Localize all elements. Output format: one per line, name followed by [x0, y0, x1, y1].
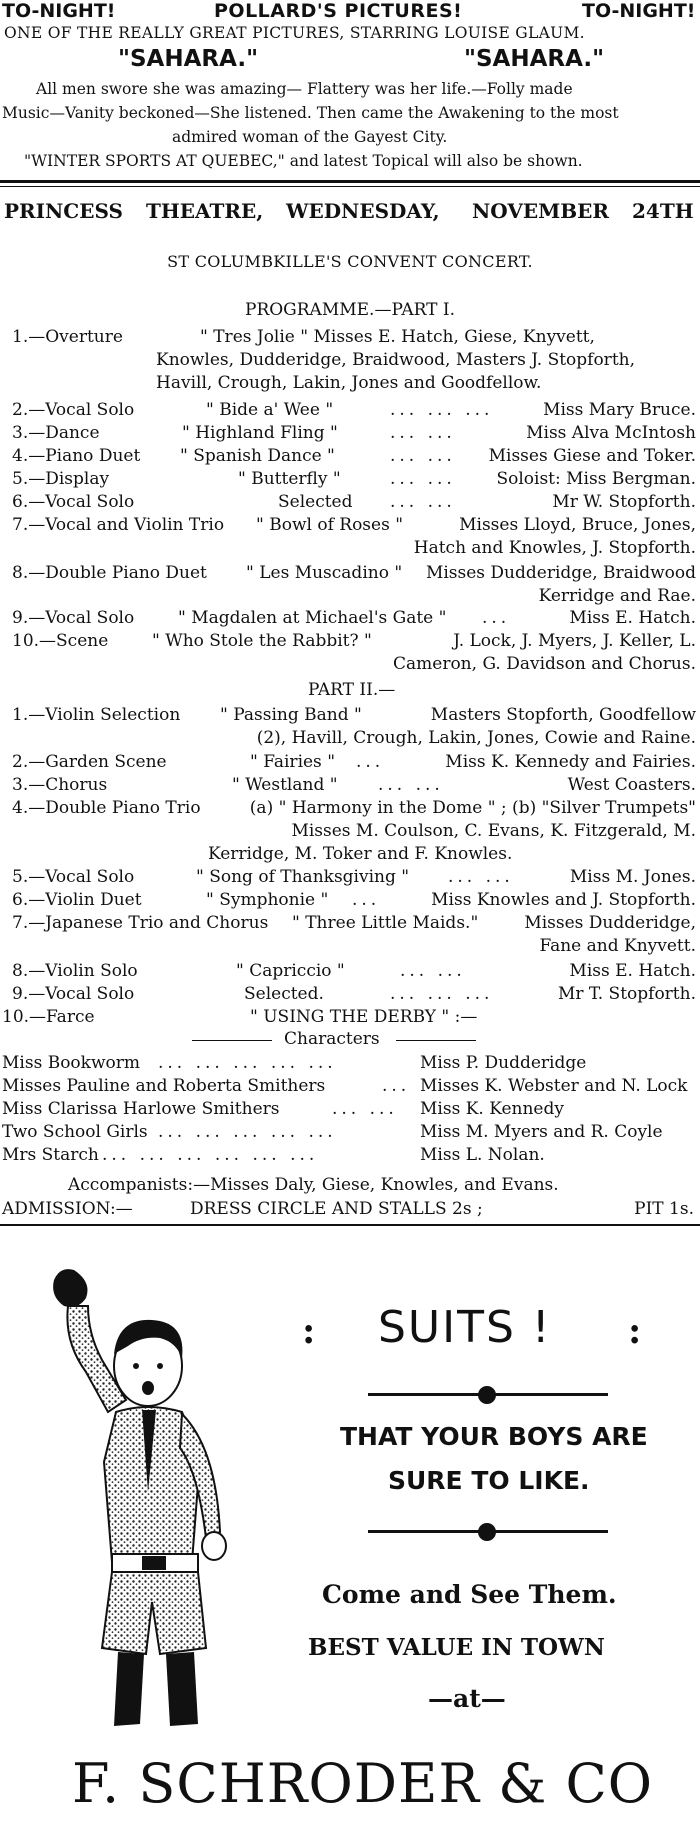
item-number: 4.—Piano Duet: [12, 446, 141, 466]
item-dots: ...: [356, 752, 385, 772]
tonight-left: TO-NIGHT!: [2, 0, 116, 22]
concert-title: ST COLUMBKILLE'S CONVENT CONCERT.: [167, 252, 533, 271]
item-title: " Butterfly ": [238, 469, 341, 489]
divider-rule: [0, 180, 700, 183]
p2-item7-line-1: Misses Dudderidge,: [524, 913, 696, 933]
tagline-line-2: SURE TO LIKE.: [388, 1466, 590, 1495]
item-title: " Song of Thanksgiving ": [196, 867, 410, 887]
item-dots: ... ...: [390, 469, 456, 489]
accompanists: Accompanists:—Misses Daly, Giese, Knowles, and Evans.: [68, 1175, 559, 1195]
character-role: Miss Bookworm: [2, 1053, 140, 1073]
item-performer: Mr T. Stopforth.: [557, 984, 696, 1004]
item8-title: " Les Muscadino ": [246, 563, 403, 583]
item-title: " Westland ": [232, 775, 338, 795]
item-performer: West Coasters.: [567, 775, 696, 795]
characters-rule-left: [192, 1040, 272, 1041]
tagline-line-1: THAT YOUR BOYS ARE: [340, 1422, 648, 1451]
item10-line-1: J. Lock, J. Myers, J. Keller, L.: [453, 631, 696, 651]
item-performer: Miss Mary Bruce.: [543, 400, 696, 420]
character-actor: Miss P. Dudderidge: [420, 1053, 587, 1073]
colon-left: :: [302, 1310, 316, 1352]
item-performer: Miss E. Hatch.: [569, 961, 696, 981]
item-dots: ...: [352, 890, 381, 910]
item-title: " Capriccio ": [236, 961, 345, 981]
overture-line-3: Havill, Crough, Lakin, Jones and Goodfellow.: [156, 373, 542, 393]
pollard-blurb-4: "WINTER SPORTS AT QUEBEC," and latest Topical will also be shown.: [24, 152, 583, 170]
item8-number: 8.—Double Piano Duet: [12, 563, 207, 583]
admission-pit: PIT 1s.: [634, 1199, 694, 1219]
item-performer: Miss K. Kennedy and Fairies.: [445, 752, 696, 772]
characters-rule-right: [396, 1040, 476, 1041]
item9-title: " Magdalen at Michael's Gate ": [178, 608, 447, 628]
item-number: 3.—Dance: [12, 423, 100, 443]
p2-item7-number: 7.—Japanese Trio and Chorus: [12, 913, 269, 933]
item-dots: ... ...: [400, 961, 466, 981]
header-theatre: THEATRE,: [146, 199, 264, 223]
suits-heading: SUITS !: [378, 1302, 552, 1353]
item-number: 2.—Vocal Solo: [12, 400, 135, 420]
boy-illustration: [30, 1262, 285, 1732]
overture-line-1: " Tres Jolie " Misses E. Hatch, Giese, Knyvett,: [200, 327, 595, 347]
divider-rule: [0, 1224, 700, 1226]
pollard-subtitle: ONE OF THE REALLY GREAT PICTURES, STARRING LOUISE GLAUM.: [4, 24, 585, 42]
character-actor: Miss M. Myers and R. Coyle: [420, 1122, 663, 1142]
item-title: " Symphonie ": [206, 890, 329, 910]
p2-item1-title: " Passing Band ": [220, 705, 362, 725]
p2-item4-line-2: Misses M. Coulson, C. Evans, K. Fitzgerald, M.: [291, 821, 696, 841]
farce-number: 10.—Farce: [2, 1007, 95, 1027]
item-title: " Fairies ": [250, 752, 336, 772]
character-actor: Miss L. Nolan.: [420, 1145, 545, 1165]
colon-right: :: [628, 1310, 642, 1352]
item-performer: Miss M. Jones.: [569, 867, 696, 887]
item-performer: Miss Alva McIntosh: [526, 423, 696, 443]
pollard-blurb-2: Music—Vanity beckoned—She listened. Then came the Awakening to the most: [2, 104, 619, 122]
item-performer: Soloist: Miss Bergman.: [496, 469, 696, 489]
item-number: 2.—Garden Scene: [12, 752, 167, 772]
item-dots: ... ...: [390, 423, 456, 443]
pollard-blurb-3: admired woman of the Gayest City.: [172, 128, 448, 146]
character-dots: ... ... ... ... ...: [158, 1053, 337, 1073]
item-number: 5.—Vocal Solo: [12, 867, 135, 887]
character-actor: Miss K. Kennedy: [420, 1099, 564, 1119]
item7-number: 7.—Vocal and Violin Trio: [12, 515, 225, 535]
divider-rule-thin: [0, 186, 700, 187]
pollard-title: POLLARD'S PICTURES!: [214, 0, 463, 22]
p2-item1-line-1: Masters Stopforth, Goodfellow: [430, 705, 696, 725]
p2-item4-line-1: (a) " Harmony in the Dome " ; (b) "Silver Trumpets": [249, 798, 696, 818]
ornament-dot: [478, 1523, 496, 1541]
character-actor: Misses K. Webster and N. Lock: [420, 1076, 688, 1096]
character-dots: ...: [382, 1076, 411, 1096]
p2-item7-line-2: Fane and Knyvett.: [539, 936, 696, 956]
character-role: Miss Clarissa Harlowe Smithers: [2, 1099, 280, 1119]
item-number: 3.—Chorus: [12, 775, 108, 795]
overture-line-2: Knowles, Dudderidge, Braidwood, Masters J. Stopforth,: [156, 350, 635, 370]
item-dots: ... ...: [378, 775, 444, 795]
item9-performer: Miss E. Hatch.: [569, 608, 696, 628]
item-title: Selected: [278, 492, 353, 512]
p2-item4-line-3: Kerridge, M. Toker and F. Knowles.: [208, 844, 513, 864]
item-number: 9.—Vocal Solo: [12, 984, 135, 1004]
item7-title: " Bowl of Roses ": [256, 515, 404, 535]
item-number: 6.—Vocal Solo: [12, 492, 135, 512]
character-role: Two School Girls: [2, 1122, 148, 1142]
item-number: 6.—Violin Duet: [12, 890, 142, 910]
item-title: Selected.: [244, 984, 324, 1004]
admission-label: ADMISSION:—: [2, 1199, 133, 1219]
item-performer: Miss Knowles and J. Stopforth.: [431, 890, 696, 910]
best-value: BEST VALUE IN TOWN: [308, 1634, 605, 1661]
item8-line-1: Misses Dudderidge, Braidwood: [425, 563, 696, 583]
p2-item1-line-2: (2), Havill, Crough, Lakin, Jones, Cowie and Raine.: [256, 728, 696, 748]
item-dots: ... ...: [390, 446, 456, 466]
item-title: " Highland Fling ": [182, 423, 338, 443]
item9-dots: ...: [482, 608, 511, 628]
film-title-left: "SAHARA.": [118, 46, 259, 72]
item10-line-2: Cameron, G. Davidson and Chorus.: [393, 654, 696, 674]
character-dots: ... ... ... ... ... ...: [102, 1145, 319, 1165]
item-dots: ... ... ...: [390, 984, 494, 1004]
part2-heading: PART II.—: [308, 680, 396, 700]
header-date: 24TH: [632, 199, 694, 223]
item10-number: 10.—Scene: [12, 631, 109, 651]
ornament-dot: [478, 1386, 496, 1404]
item-performer: Misses Giese and Toker.: [488, 446, 696, 466]
item7-line-1: Misses Lloyd, Bruce, Jones,: [459, 515, 696, 535]
p2-item4-number: 4.—Double Piano Trio: [12, 798, 201, 818]
film-title-right: "SAHARA.": [464, 46, 605, 72]
item-dots: ... ... ...: [390, 400, 494, 420]
header-wednesday: WEDNESDAY,: [286, 199, 440, 223]
p2-item1-number: 1.—Violin Selection: [12, 705, 181, 725]
shop-name: F. SCHRODER & CO: [72, 1752, 654, 1815]
farce-title: " USING THE DERBY " :—: [250, 1007, 478, 1027]
overture-number: 1.—Overture: [12, 327, 123, 347]
character-role: Mrs Starch: [2, 1145, 99, 1165]
item-dots: ... ...: [448, 867, 514, 887]
character-role: Misses Pauline and Roberta Smithers: [2, 1076, 326, 1096]
at-label: —at—: [428, 1684, 506, 1713]
item7-line-2: Hatch and Knowles, J. Stopforth.: [413, 538, 696, 558]
character-dots: ... ... ... ... ...: [158, 1122, 337, 1142]
header-november: NOVEMBER: [472, 199, 610, 223]
item-number: 8.—Violin Solo: [12, 961, 138, 981]
characters-heading: Characters: [284, 1029, 380, 1049]
pollard-blurb-1: All men swore she was amazing— Flattery was her life.—Folly made: [36, 80, 573, 98]
header-princess: PRINCESS: [4, 199, 123, 223]
item-number: 5.—Display: [12, 469, 110, 489]
item-performer: Mr W. Stopforth.: [552, 492, 696, 512]
come-and-see: Come and See Them.: [322, 1580, 617, 1609]
admission-dress-circle: DRESS CIRCLE AND STALLS 2s ;: [190, 1199, 483, 1219]
item10-title: " Who Stole the Rabbit? ": [152, 631, 372, 651]
item9-number: 9.—Vocal Solo: [12, 608, 135, 628]
tonight-right: TO-NIGHT!: [582, 0, 696, 22]
item-title: " Spanish Dance ": [180, 446, 335, 466]
character-dots: ... ...: [332, 1099, 398, 1119]
part1-heading: PROGRAMME.—PART I.: [245, 300, 455, 320]
item8-line-2: Kerridge and Rae.: [538, 586, 696, 606]
item-title: " Bide a' Wee ": [206, 400, 334, 420]
item-dots: ... ...: [390, 492, 456, 512]
p2-item7-title: " Three Little Maids.": [292, 913, 479, 933]
